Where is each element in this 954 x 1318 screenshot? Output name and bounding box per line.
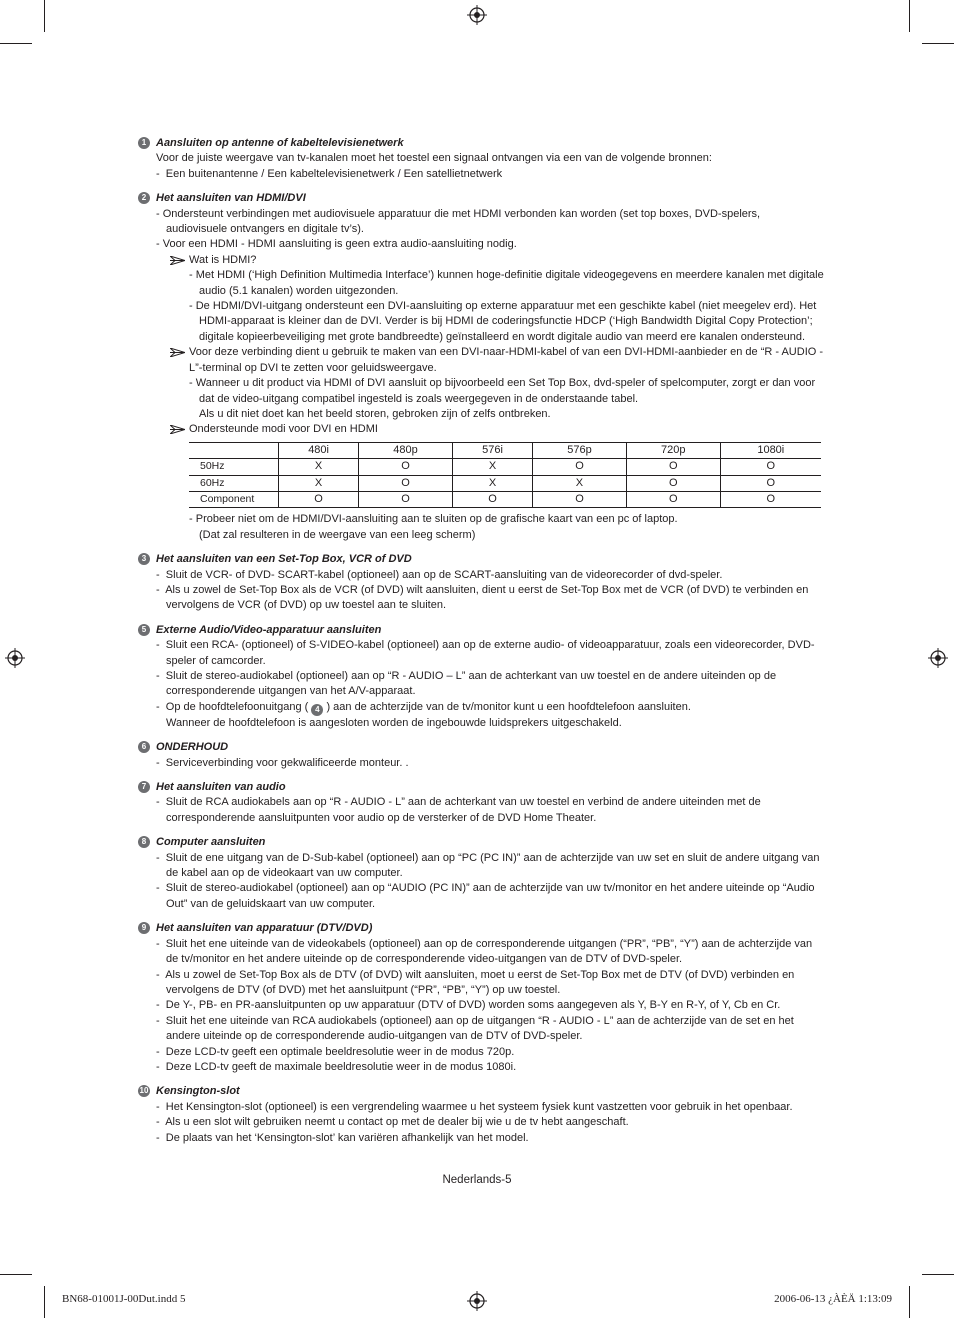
table-cell: O <box>720 491 821 507</box>
section-title: ONDERHOUD <box>156 741 229 754</box>
section-set-top-box <box>138 552 824 614</box>
list-item: - Als u zowel de Set-Top Box als de VCR (of DVD) wilt aansluiten, dient u eerst de Set-Top Box met de VCR (of DVD) te verbinden en vervolgens de VCR (of DVD) op uw toestel aan te sluiten. <box>156 583 809 612</box>
table-cell: O <box>359 491 453 507</box>
section-number-icon: 5 <box>138 624 150 636</box>
table-cell: O <box>452 491 532 507</box>
section-title: Computer aansluiten <box>156 836 266 849</box>
section-title: Kensington-slot <box>156 1085 240 1098</box>
table-header-cell: 576i <box>452 442 532 458</box>
section-computer <box>138 835 824 912</box>
list-item: - Sluit een RCA- (optioneel) of S-VIDEO-kabel (optioneel) aan op de externe audio- of videoapparatuur, zoals een videorecorder, DVD-speler of camcorder. <box>156 639 815 667</box>
list-item: - Met HDMI (‘High Definition Multimedia Interface’) kunnen hoge-definitie digitale videogegevens en meerdere kanalen met digitale audio (5.1 kanalen) worden uitgezonden. <box>189 269 824 297</box>
section-intro: Voor de juiste weergave van tv-kanalen moet het toestel een signaal ontvangen via een van de volgende bronnen: <box>156 152 712 165</box>
list-item: - Een buitenantenne / Een kabeltelevisienetwerk / Een satellietnetwerk <box>156 167 503 180</box>
table-cell: X <box>279 459 359 475</box>
note: Ondersteunde modi voor DVI en HDMI <box>156 422 824 437</box>
section-external-av <box>138 623 824 731</box>
table-cell: O <box>720 475 821 491</box>
note-arrow-icon <box>170 253 185 265</box>
section-title: Externe Audio/Video-apparatuur aansluiten <box>156 623 382 636</box>
note-arrow-icon <box>170 345 185 357</box>
section-antenna <box>138 136 824 182</box>
supported-modes-table <box>189 442 821 509</box>
table-cell: O <box>279 491 359 507</box>
table-header-cell: 480i <box>279 442 359 458</box>
table-cell: O <box>626 491 720 507</box>
table-header-cell: 480p <box>359 442 453 458</box>
page-number: Nederlands-5 <box>442 1174 512 1186</box>
crop-mark <box>0 1274 32 1275</box>
list-item-continuation: Wanneer de hoofdtelefoon is aangesloten worden de ingebouwde luidsprekers uitgeschakeld. <box>166 716 622 729</box>
list-item: - Als u zowel de Set-Top Box als de DTV (of DVD) wilt aansluiten, moet u eerst de Set-Top Box met de DTV (of DVD) verbinden en vervolgens de DTV (of DVD) met het aansluitpunt (“PR”, “PB”, “Y”) op uw toestel. <box>156 968 795 996</box>
table-cell: O <box>359 475 453 491</box>
table-row <box>189 491 821 507</box>
crop-mark <box>44 1286 45 1318</box>
table-header-cell: 1080i <box>720 442 821 458</box>
section-maintenance <box>138 740 824 771</box>
list-item: - Sluit de stereo-audiokabel (optioneel) aan op “R - AUDIO – L” aan de achterkant van uw toestel en de andere uiteinden op de corresponderende uitgangen van het A/V-apparaat. <box>156 670 777 698</box>
crop-mark <box>0 43 32 44</box>
table-header-cell: 720p <box>626 442 720 458</box>
list-item: - Sluit het ene uiteinde van RCA audiokabels (optioneel) aan op de uitgangen “R - AUDIO - L” aan de achterzijde van de set en het andere uiteinde op de corresponderende audio-uitgangen van de DTV of DVD-speler. <box>156 1014 794 1043</box>
list-item: - Ondersteunt verbindingen met audiovisuele apparatuur die met HDMI verbonden kan worden (set top boxes, DVD-spelers, audiovisuele ontvangers en digitale tv’s). <box>156 207 761 236</box>
table-row-label: 60Hz <box>189 475 279 491</box>
section-number-icon: 8 <box>138 836 150 848</box>
list-item: - Serviceverbinding voor gekwalificeerde monteur. . <box>156 756 409 769</box>
list-item: - Als u een slot wilt gebruiken neemt u contact op met de dealer bij wie u de tv hebt aangeschaft. <box>156 1116 629 1129</box>
table-cell: O <box>626 475 720 491</box>
section-title: Aansluiten op antenne of kabeltelevisienetwerk <box>156 137 404 149</box>
table-row <box>189 475 821 491</box>
list-item: - Sluit de RCA audiokabels aan op “R - AUDIO - L” aan de achterkant van uw toestel en verbind de andere uiteinden met de corresponderende aansluitpunten voor audio op de versterker of de DVD Home Theater. <box>156 796 761 824</box>
list-item: - Op de hoofdtelefoonuitgang ( 4 ) aan de achterzijde van de tv/monitor kunt u een hoofdtelefoon aansluiten. <box>156 700 691 714</box>
document-body <box>138 136 824 1155</box>
list-item: - De Y-, PB- en PR-aansluitpunten op uw apparatuur (DTV of DVD) worden soms aangegeven als Y, B-Y en R-Y, of Y, Cb en Cr. <box>156 999 781 1012</box>
section-number-icon: 7 <box>138 781 150 793</box>
section-title: Het aansluiten van HDMI/DVI <box>156 192 306 205</box>
crop-mark <box>909 1286 910 1318</box>
table-header-row <box>189 442 821 458</box>
list-item: - Probeer niet om de HDMI/DVI-aansluiting aan te sluiten op de grafische kaart van een pc of laptop. <box>189 513 678 526</box>
crop-mark <box>922 1274 954 1275</box>
section-number-icon: 2 <box>138 192 150 204</box>
table-cell: X <box>279 475 359 491</box>
section-number-icon: 3 <box>138 553 150 565</box>
section-title: Het aansluiten van een Set-Top Box, VCR of DVD <box>156 553 412 566</box>
list-item: - Het Kensington-slot (optioneel) is een vergrendeling waarmee u het systeem fysiek kunt vastzetten voor gebruik in het openbaar. <box>156 1100 793 1113</box>
table-row-label: 50Hz <box>189 459 279 475</box>
slug-timestamp: 2006-06-13 ¿ÀÈÄ 1:13:09 <box>774 1293 892 1305</box>
table-row-label: Component <box>189 491 279 507</box>
section-number-icon: 6 <box>138 741 150 753</box>
crop-mark <box>922 43 954 44</box>
registration-mark-icon <box>928 648 948 668</box>
section-kensington <box>138 1084 824 1146</box>
note-arrow-icon <box>170 422 185 434</box>
crop-mark <box>44 0 45 32</box>
headphone-jack-number-icon: 4 <box>311 704 323 716</box>
list-item: - Deze LCD-tv geeft een optimale beeldresolutie weer in de modus 720p. <box>156 1045 515 1058</box>
list-item: - De plaats van het ‘Kensington-slot’ kan variëren afhankelijk van het model. <box>156 1131 529 1144</box>
list-item: - Voor een HDMI - HDMI aansluiting is geen extra audio-aansluiting nodig. <box>156 238 517 251</box>
registration-mark-icon <box>5 648 25 668</box>
list-item: - Deze LCD-tv geeft de maximale beeldresolutie weer in de modus 1080i. <box>156 1060 517 1073</box>
section-title: Het aansluiten van apparatuur (DTV/DVD) <box>156 922 373 935</box>
table-row <box>189 459 821 475</box>
list-item: - Sluit de stereo-audiokabel (optioneel) aan op “AUDIO (PC IN)” aan de achterzijde van uw tv/monitor en het andere uiteinde op “Audio Out” van de geluidskaart van uw computer. <box>156 882 815 910</box>
table-cell: O <box>626 459 720 475</box>
section-number-icon: 1 <box>138 137 150 149</box>
table-cell: X <box>533 475 627 491</box>
section-dtv-dvd <box>138 921 824 1075</box>
list-item: - Sluit de ene uitgang van de D-Sub-kabel (optioneel) aan op “PC (PC IN)” aan de achterzijde van uw set en sluit de andere uitgang van de kabel aan op de videokaart van uw computer. <box>156 851 820 880</box>
list-item: - Sluit de VCR- of DVD- SCART-kabel (optioneel) aan op de SCART-aansluiting van de videorecorder of dvd-speler. <box>156 568 723 581</box>
section-title: Het aansluiten van audio <box>156 781 286 794</box>
crop-mark <box>909 0 910 32</box>
table-cell: O <box>720 459 821 475</box>
table-cell: O <box>359 459 453 475</box>
list-item: - Wanneer u dit product via HDMI of DVI aansluit op bijvoorbeeld een Set Top Box, dvd-speler of spelcomputer, zorgt er dan voor dat de video-uitgang compatibel ingesteld is zoals weergegeven in de onderstaande tabel. <box>189 377 816 405</box>
list-item-continuation: Als u dit niet doet kan het beeld storen, gebroken zijn of zelfs ontbreken. <box>199 407 551 420</box>
registration-mark-icon <box>467 1291 487 1311</box>
section-audio <box>138 780 824 826</box>
table-cell: O <box>533 491 627 507</box>
table-header-cell: 576p <box>533 442 627 458</box>
table-cell: X <box>452 459 532 475</box>
table-cell: O <box>533 459 627 475</box>
section-hdmi-dvi <box>138 191 824 543</box>
table-header-cell <box>189 442 279 458</box>
slug-filename: BN68-01001J-00Dut.indd 5 <box>62 1293 186 1305</box>
section-number-icon: 9 <box>138 922 150 934</box>
table-cell: X <box>452 475 532 491</box>
note: Voor deze verbinding dient u gebruik te maken van een DVI-naar-HDMI-kabel of van een DVI-HDMI-aanbieder en de “R - AUDIO - L”-terminal op DVI te zetten voor geluidsweergave. <box>156 345 824 376</box>
list-item: - Sluit het ene uiteinde van de videokabels (optioneel) aan op de corresponderende uitgangen (“PR”, “PB”, “Y”) aan de achterzijde van de tv/monitor en het andere uiteinde op de corresponderende video-uitgangen van de DTV of DVD-speler. <box>156 937 813 966</box>
list-item: - De HDMI/DVI-uitgang ondersteunt een DVI-aansluiting op externe apparatuur met een geschikte kabel (niet meegelev erd). Het HDMI-apparaat is kleiner dan de DVI. Verder is bij HDMI de coderingsfunctie HDCP (‘High Bandwidth Digital Copy Protection’; digitale kopieerbeveiliging met grote bandbreedte) geïnstalleerd en wordt digitale audio van meerd ere kanalen ondersteund. <box>189 300 817 343</box>
list-item-continuation: (Dat zal resulteren in de weergave van een leeg scherm) <box>199 528 476 541</box>
section-number-icon: 10 <box>139 1086 149 1096</box>
registration-mark-icon <box>467 5 487 25</box>
note: Wat is HDMI? <box>156 253 824 268</box>
